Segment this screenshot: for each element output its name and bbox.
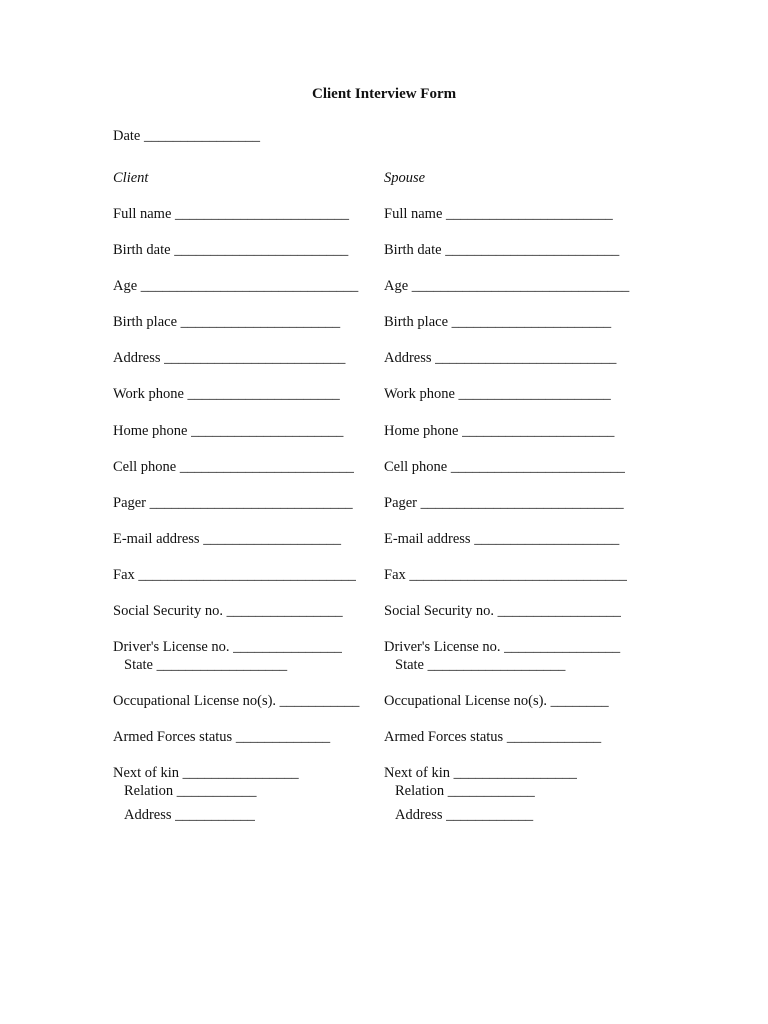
client-license-state-field: State __________________ (124, 657, 288, 673)
client-pager-field: Pager ____________________________ (113, 495, 353, 511)
spouse-birth-date-field: Birth date ________________________ (384, 242, 620, 258)
client-fax-field: Fax ______________________________ (113, 567, 356, 583)
spouse-email-field: E-mail address ____________________ (384, 531, 620, 547)
client-full-name-field: Full name ________________________ (113, 206, 350, 222)
client-age-field: Age ______________________________ (113, 278, 359, 294)
spouse-birth-place-field: Birth place ______________________ (384, 314, 612, 330)
spouse-drivers-license-field: Driver's License no. ________________ (384, 639, 621, 655)
spouse-kin-relation-field: Relation ____________ (395, 783, 535, 799)
client-birth-place-field: Birth place ______________________ (113, 314, 341, 330)
client-ssn-field: Social Security no. ________________ (113, 603, 343, 619)
spouse-fax-field: Fax ______________________________ (384, 567, 627, 583)
client-cell-phone-field: Cell phone ________________________ (113, 459, 354, 475)
client-home-phone-field: Home phone _____________________ (113, 423, 344, 439)
client-next-of-kin-field: Next of kin ________________ (113, 765, 299, 781)
spouse-age-field: Age ______________________________ (384, 278, 630, 294)
client-drivers-license-field: Driver's License no. _______________ (113, 639, 342, 655)
spouse-full-name-field: Full name _______________________ (384, 206, 613, 222)
client-email-field: E-mail address ___________________ (113, 531, 341, 547)
spouse-cell-phone-field: Cell phone ________________________ (384, 459, 625, 475)
client-birth-date-field: Birth date ________________________ (113, 242, 349, 258)
spouse-pager-field: Pager ____________________________ (384, 495, 624, 511)
client-kin-relation-field: Relation ___________ (124, 783, 257, 799)
spouse-armed-forces-field: Armed Forces status _____________ (384, 729, 602, 745)
client-armed-forces-field: Armed Forces status _____________ (113, 729, 331, 745)
client-kin-address-field: Address ___________ (124, 807, 255, 823)
spouse-home-phone-field: Home phone _____________________ (384, 423, 615, 439)
form-title: Client Interview Form (312, 86, 457, 102)
client-heading: Client (113, 170, 149, 186)
spouse-next-of-kin-field: Next of kin _________________ (384, 765, 577, 781)
date-field: Date ________________ (113, 128, 260, 144)
spouse-occupational-license-field: Occupational License no(s). ________ (384, 693, 609, 709)
spouse-kin-address-field: Address ____________ (395, 807, 534, 823)
client-occupational-license-field: Occupational License no(s). ___________ (113, 693, 360, 709)
spouse-ssn-field: Social Security no. _________________ (384, 603, 621, 619)
spouse-address-field: Address _________________________ (384, 350, 617, 366)
spouse-heading: Spouse (384, 170, 426, 186)
client-address-field: Address _________________________ (113, 350, 346, 366)
spouse-license-state-field: State ___________________ (395, 657, 566, 673)
client-work-phone-field: Work phone _____________________ (113, 386, 340, 402)
spouse-work-phone-field: Work phone _____________________ (384, 386, 611, 402)
